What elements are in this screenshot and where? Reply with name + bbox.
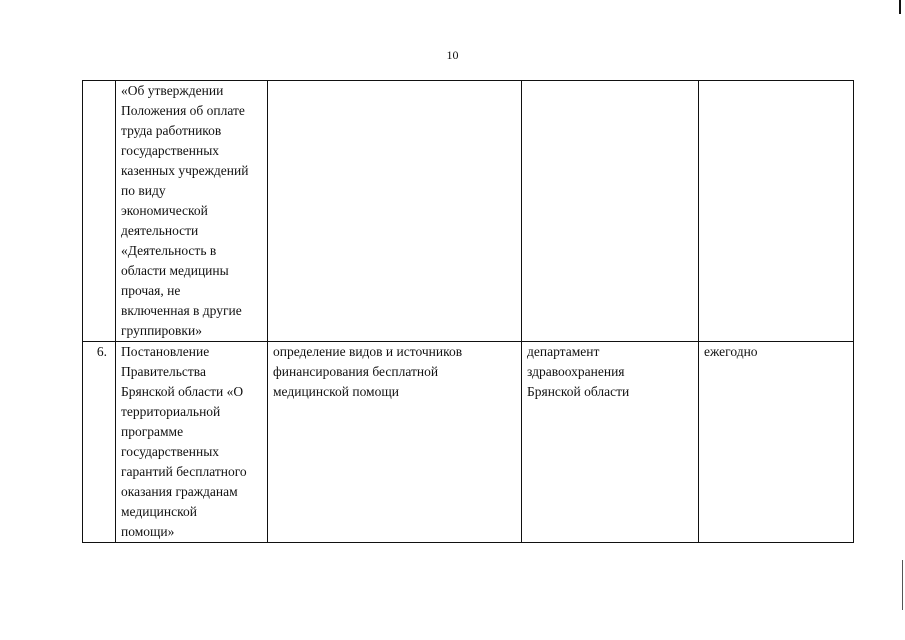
document-table (82, 80, 854, 543)
purpose-cell (268, 342, 522, 543)
document-cell (116, 81, 268, 342)
period-cell (699, 342, 854, 543)
period-text: ежегодно (704, 344, 758, 359)
row-number: 6. (96, 344, 107, 359)
purpose-cell (268, 81, 522, 342)
document-text: «Об утверждении Положения об оплате труда работников государственных казенных учреждений по виду экономической деятельности «Деятельность в области медицины прочая, не включенная в другие группировки» (121, 83, 249, 338)
row-number-cell (83, 342, 116, 543)
row-number-cell (83, 81, 116, 342)
responsible-text: департамент здравоохранения Брянской области (527, 344, 630, 399)
responsible-cell (522, 81, 699, 342)
responsible-cell (522, 342, 699, 543)
table-row (83, 342, 854, 543)
scan-side-mark (902, 560, 903, 610)
purpose-text: определение видов и источников финансирования бесплатной медицинской помощи (273, 344, 463, 399)
document-text: Постановление Правительства Брянской области «О территориальной программе государственных гарантий бесплатного оказания гражданам медицинской помощи» (121, 344, 247, 539)
scan-edge-mark (899, 0, 901, 14)
period-cell (699, 81, 854, 342)
document-cell (116, 342, 268, 543)
page-number: 10 (446, 48, 459, 62)
table-row (83, 81, 854, 342)
